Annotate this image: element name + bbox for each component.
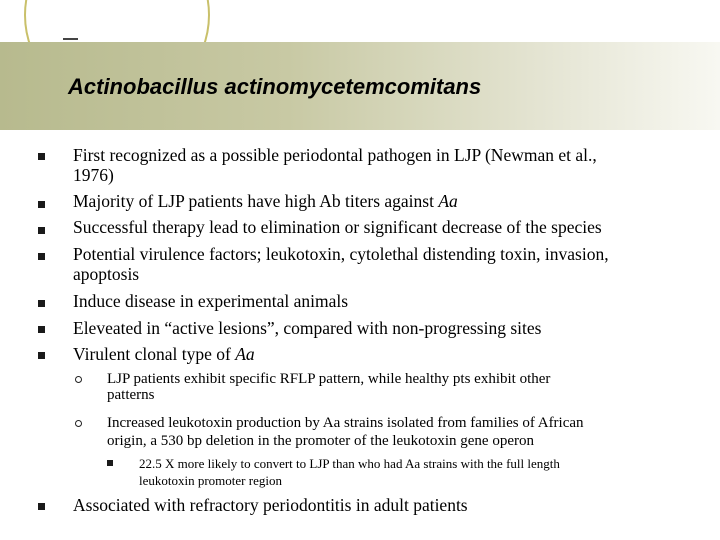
bullet-item-8: Associated with refractory periodontitis in adult patients: [73, 495, 468, 515]
bullet-ring-icon: [75, 420, 82, 427]
bullet-square-icon: [38, 326, 45, 333]
bullet-ring-icon: [75, 376, 82, 383]
bullet-item-1-line-2: 1976): [73, 165, 114, 185]
slide-title: Actinobacillus actinomycetemcomitans: [68, 74, 482, 99]
bullet-square-icon: [38, 153, 45, 160]
bullet-item-2-em: Aa: [438, 191, 458, 211]
bullet-square-icon: [38, 300, 45, 307]
bullet-item-4-line-1: Potential virulence factors; leukotoxin, cytolethal distending toxin, invasion,: [73, 244, 609, 264]
bullet-item-7: Virulent clonal type of Aa: [73, 344, 255, 364]
subitem-2-line-2: origin, a 530 bp deletion in the promoter of the leukotoxin gene operon: [107, 433, 534, 449]
subsubitem-1-line-2: leukotoxin promoter region: [139, 473, 282, 488]
bullet-item-5: Induce disease in experimental animals: [73, 291, 349, 311]
decorative-dash: [63, 38, 78, 40]
subitem-1-line-2: patterns: [107, 387, 155, 403]
subsubitem-1-line-1: 22.5 X more likely to convert to LJP than who had Aa strains with the full length: [139, 456, 560, 471]
bullet-square-icon: [38, 253, 45, 260]
bullet-item-2: Majority of LJP patients have high Ab titers against Aa: [73, 191, 458, 211]
bullet-item-1-line-1: First recognized as a possible periodontal pathogen in LJP (Newman et al.,: [73, 145, 597, 165]
bullet-item-4-line-2: apoptosis: [73, 264, 140, 284]
subitem-2-line-1: Increased leukotoxin production by Aa strains isolated from families of African: [107, 415, 584, 431]
bullet-item-6: Eleveated in “active lesions”, compared with non-progressing sites: [73, 318, 542, 338]
bullet-square-icon: [38, 201, 45, 208]
bullet-item-3: Successful therapy lead to elimination or significant decrease of the species: [73, 217, 602, 237]
bullet-item-7-em: Aa: [235, 344, 255, 364]
bullet-square-icon: [107, 460, 113, 466]
bullet-square-icon: [38, 227, 45, 234]
subitem-1-line-1: LJP patients exhibit specific RFLP pattern, while healthy pts exhibit other: [107, 371, 551, 387]
bullet-square-icon: [38, 352, 45, 359]
bullet-square-icon: [38, 503, 45, 510]
